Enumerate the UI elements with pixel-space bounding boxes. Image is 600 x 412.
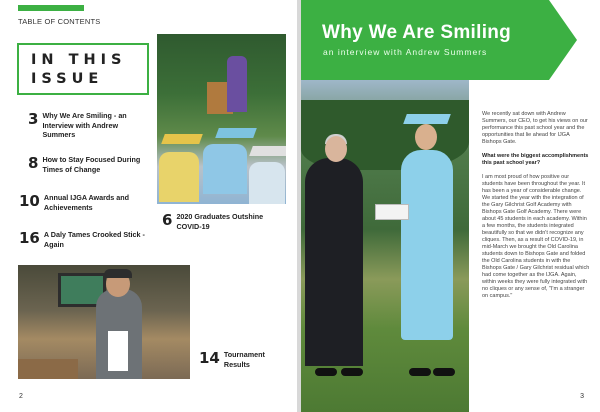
golfer-photo (18, 265, 190, 379)
left-page (0, 0, 297, 412)
toc-item-title: Why We Are Smiling - an Interview with Andrew Summers (42, 111, 127, 139)
toc-item-title: How to Stay Focused During Times of Change (42, 155, 141, 174)
issue-title-box (17, 43, 149, 95)
toc-item-title: Annual IJGA Awards and Achievements (43, 193, 130, 212)
toc-item-title: 2020 Graduates Outshine COVID-19 (176, 212, 264, 231)
toc-item-crooked-stick[interactable] (19, 230, 155, 249)
right-page (301, 0, 600, 412)
page-number-left: 2 (19, 393, 23, 400)
toc-item-focused[interactable] (28, 155, 156, 174)
toc-item-tournament[interactable] (199, 350, 291, 369)
toc-item-number: 8 (28, 154, 39, 172)
page-number-right: 3 (580, 393, 584, 400)
toc-item-title: A Daly Tames Crooked Stick - Again (43, 230, 145, 249)
toc-item-number: 14 (199, 349, 220, 367)
article-answer: I am most proud of how positive our students have been throughout the year. It has been a year of considerable change. We started the year with the integration of the Gary Gilchrist Golf Academy with Bishops Gate Golf Academy. There were about 45 students in each academy. Within a few months, the students integrated beautifully so that we didn't recognize any cliques. Then, as a result of COVID-19, in mid-March we brought the Old Carolina students down to Bishops Gate and folded the Old Carolina students in with the Bishops Gate / Gary Gilchrist residual which had come together as the IJGA. Again, within weeks they were fully integrated with no cliques or any sense of, "I'm a stranger on campus." (482, 174, 590, 299)
toc-item-awards[interactable] (19, 193, 149, 212)
toc-item-number: 10 (19, 192, 40, 210)
article-title: Why We Are Smiling (322, 22, 512, 43)
accent-bar (18, 5, 84, 11)
toc-item-graduates[interactable] (162, 212, 290, 231)
toc-item-number: 16 (19, 229, 40, 247)
issue-title-line1: IN THIS (31, 52, 127, 68)
article-subtitle: an interview with Andrew Summers (323, 47, 488, 57)
article-body (482, 111, 590, 307)
toc-item-smiling[interactable] (28, 111, 146, 140)
toc-item-title: Tournament Results (223, 350, 265, 369)
toc-item-number: 6 (162, 211, 173, 229)
toc-label: TABLE OF CONTENTS (18, 17, 101, 26)
title-banner (301, 0, 600, 80)
article-question: What were the biggest accomplishments this past school year? (482, 153, 589, 166)
graduation-photo (157, 34, 286, 204)
toc-item-number: 3 (28, 110, 39, 128)
article-intro: We recently sat down with Andrew Summers, our CEO, to get his views on our performance this past school year and the opportunities that lie ahead for IJGA Bishops Gate. (482, 111, 588, 145)
issue-title-line2: ISSUE (31, 71, 104, 87)
diploma-handover-photo (301, 80, 469, 412)
